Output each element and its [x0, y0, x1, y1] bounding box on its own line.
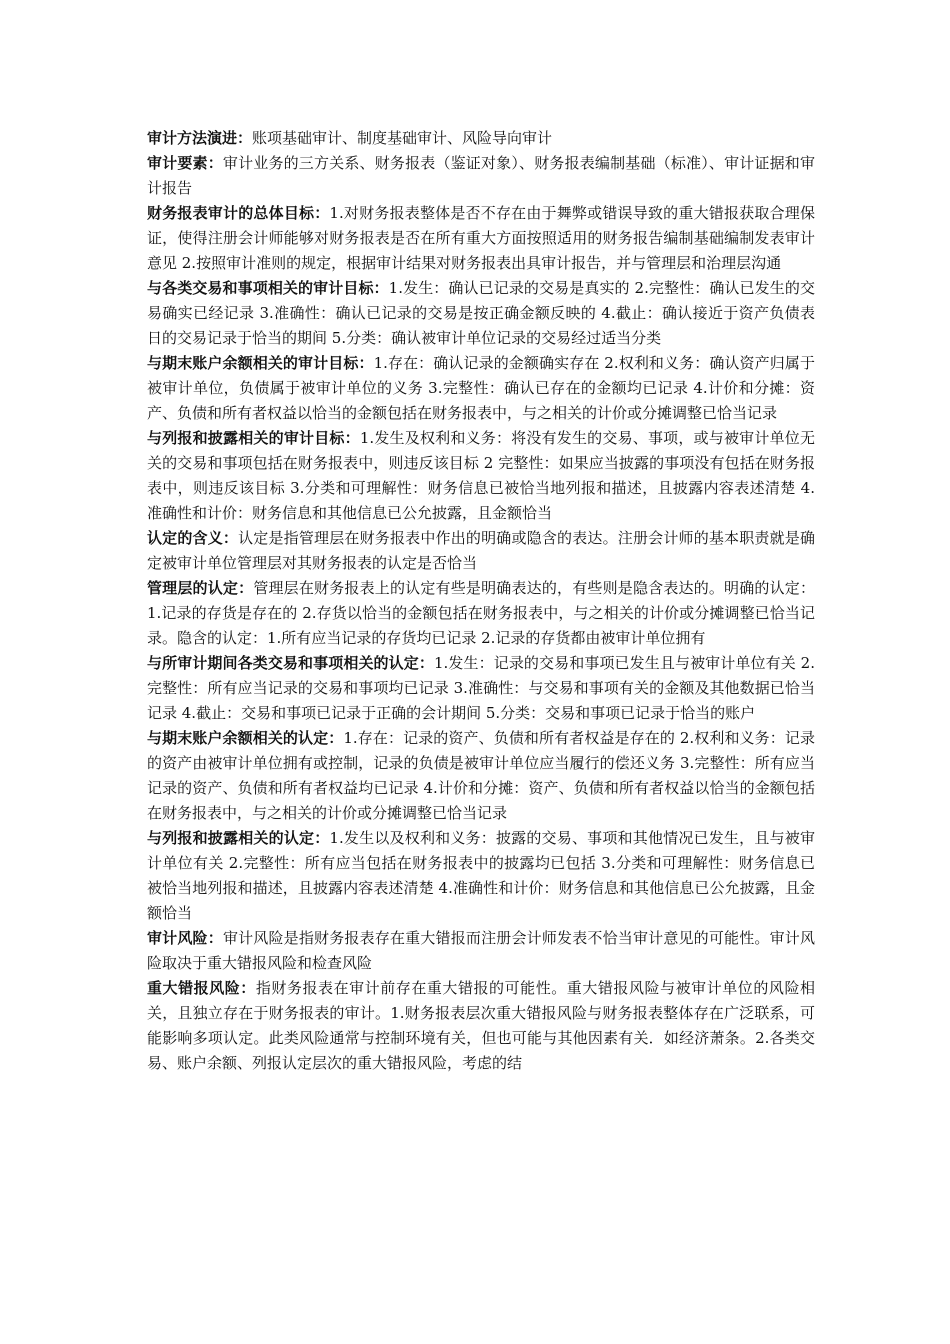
paragraph-text: 审计业务的三方关系、财务报表（鉴证对象）、财务报表编制基础（标准）、审计证据和审计报告	[147, 154, 815, 197]
paragraph-text: 1.发生以及权利和义务：披露的交易、事项和其他情况已发生，且与被审计单位有关 2.完整性：所有应当包括在财务报表中的披露均已包括 3.分类和可理解性：财务信息已被恰当地列报和描述，且披露内容表述清楚 4.准确性和计价：财务信息和其他信息已公允披露，且金额恰当	[147, 829, 815, 922]
term-label: 与期末账户余额相关的审计目标：	[147, 354, 374, 372]
term-label: 审计风险：	[147, 929, 223, 947]
paragraph-text: 审计风险是指财务报表存在重大错报而注册会计师发表不恰当审计意见的可能性。审计风险取决于重大错报风险和检查风险	[147, 929, 815, 972]
term-label: 财务报表审计的总体目标：	[147, 204, 330, 222]
paragraph-assertion-meaning	[147, 526, 815, 576]
paragraph-text: 1.发生：记录的交易和事项已发生且与被审计单位有关 2.完整性：所有应当记录的交易和事项均已记录 3.准确性：与交易和事项有关的金额及其他数据已恰当记录 4.截止：交易和事项已记录于正确的会计期间 5.分类：交易和事项已记录于恰当的账户	[147, 654, 815, 722]
paragraph-transaction-objectives	[147, 276, 815, 351]
paragraph-audit-method-evolution	[147, 126, 815, 151]
paragraph-transaction-assertions	[147, 651, 815, 726]
paragraph-text: 管理层在财务报表上的认定有些是明确表达的，有些则是隐含表达的。明确的认定：1.记录的存货是存在的 2.存货以恰当的金额包括在财务报表中，与之相关的计价或分摊调整已恰当记录。隐含的认定：1.所有应当记录的存货均已记录 2.记录的存货都由被审计单位拥有	[147, 579, 815, 647]
term-label: 审计要素：	[147, 154, 223, 172]
term-label: 与列报和披露相关的审计目标：	[147, 429, 360, 447]
term-label: 重大错报风险：	[147, 979, 256, 997]
term-label: 与列报和披露相关的认定：	[147, 829, 330, 847]
paragraph-text: 1.对财务报表整体是否不存在由于舞弊或错误导致的重大错报获取合理保证，使得注册会计师能够对财务报表是否在所有重大方面按照适用的财务报告编制基础编制发表审计意见 2.按照审计准则的规定，根据审计结果对财务报表出具审计报告，并与管理层和治理层沟通	[147, 204, 815, 272]
paragraph-overall-objective	[147, 201, 815, 276]
term-label: 认定的含义：	[147, 529, 239, 547]
term-label: 管理层的认定：	[147, 579, 254, 597]
paragraph-material-misstatement-risk	[147, 976, 815, 1076]
term-label: 与所审计期间各类交易和事项相关的认定：	[147, 654, 434, 672]
paragraph-balance-assertions	[147, 726, 815, 826]
term-label: 与各类交易和事项相关的审计目标：	[147, 279, 389, 297]
paragraph-text: 1.发生：确认已记录的交易是真实的 2.完整性：确认已发生的交易确实已经记录 3.准确性：确认已记录的交易是按正确金额反映的 4.截止：确认接近于资产负债表日的交易记录于恰当的期间 5.分类：确认被审计单位记录的交易经过适当分类	[147, 279, 815, 347]
paragraph-text: 1.发生及权利和义务：将没有发生的交易、事项，或与被审计单位无关的交易和事项包括在财务报表中，则违反该目标 2 完整性：如果应当披露的事项没有包括在财务报表中，则违反该目标 3.分类和可理解性：财务信息已被恰当地列报和描述，且披露内容表述清楚 4.准确性和计价：财务信息和其他信息已公允披露，且金额恰当	[147, 429, 815, 522]
paragraph-audit-elements	[147, 151, 815, 201]
paragraph-audit-risk	[147, 926, 815, 976]
paragraph-balance-objectives	[147, 351, 815, 426]
paragraph-text: 1.存在：记录的资产、负债和所有者权益是存在的 2.权利和义务：记录的资产由被审计单位拥有或控制，记录的负债是被审计单位应当履行的偿还义务 3.完整性：所有应当记录的资产、负债和所有者权益均已记录 4.计价和分摊：资产、负债和所有者权益以恰当的金额包括在财务报表中，与之相关的计价或分摊调整已恰当记录	[147, 729, 815, 822]
paragraph-management-assertions	[147, 576, 815, 651]
paragraph-text: 认定是指管理层在财务报表中作出的明确或隐含的表达。注册会计师的基本职责就是确定被审计单位管理层对其财务报表的认定是否恰当	[147, 529, 815, 572]
paragraph-text: 1.存在：确认记录的金额确实存在 2.权利和义务：确认资产归属于被审计单位，负债属于被审计单位的义务 3.完整性：确认已存在的金额均已记录 4.计价和分摊：资产、负债和所有者权益以恰当的金额包括在财务报表中，与之相关的计价或分摊调整已恰当记录	[147, 354, 815, 422]
paragraph-text: 指财务报表在审计前存在重大错报的可能性。重大错报风险与被审计单位的风险相关，且独立存在于财务报表的审计。1.财务报表层次重大错报风险与财务报表整体存在广泛联系，可能影响多项认定。此类风险通常与控制环境有关，但也可能与其他因素有关．如经济萧条。2.各类交易、账户余额、列报认定层次的重大错报风险，考虑的结	[147, 979, 815, 1072]
term-label: 与期末账户余额相关的认定：	[147, 729, 344, 747]
document-page	[147, 126, 815, 1076]
term-label: 审计方法演进：	[147, 129, 253, 147]
paragraph-text: 账项基础审计、制度基础审计、风险导向审计	[252, 129, 553, 147]
paragraph-disclosure-assertions	[147, 826, 815, 926]
paragraph-disclosure-objectives	[147, 426, 815, 526]
